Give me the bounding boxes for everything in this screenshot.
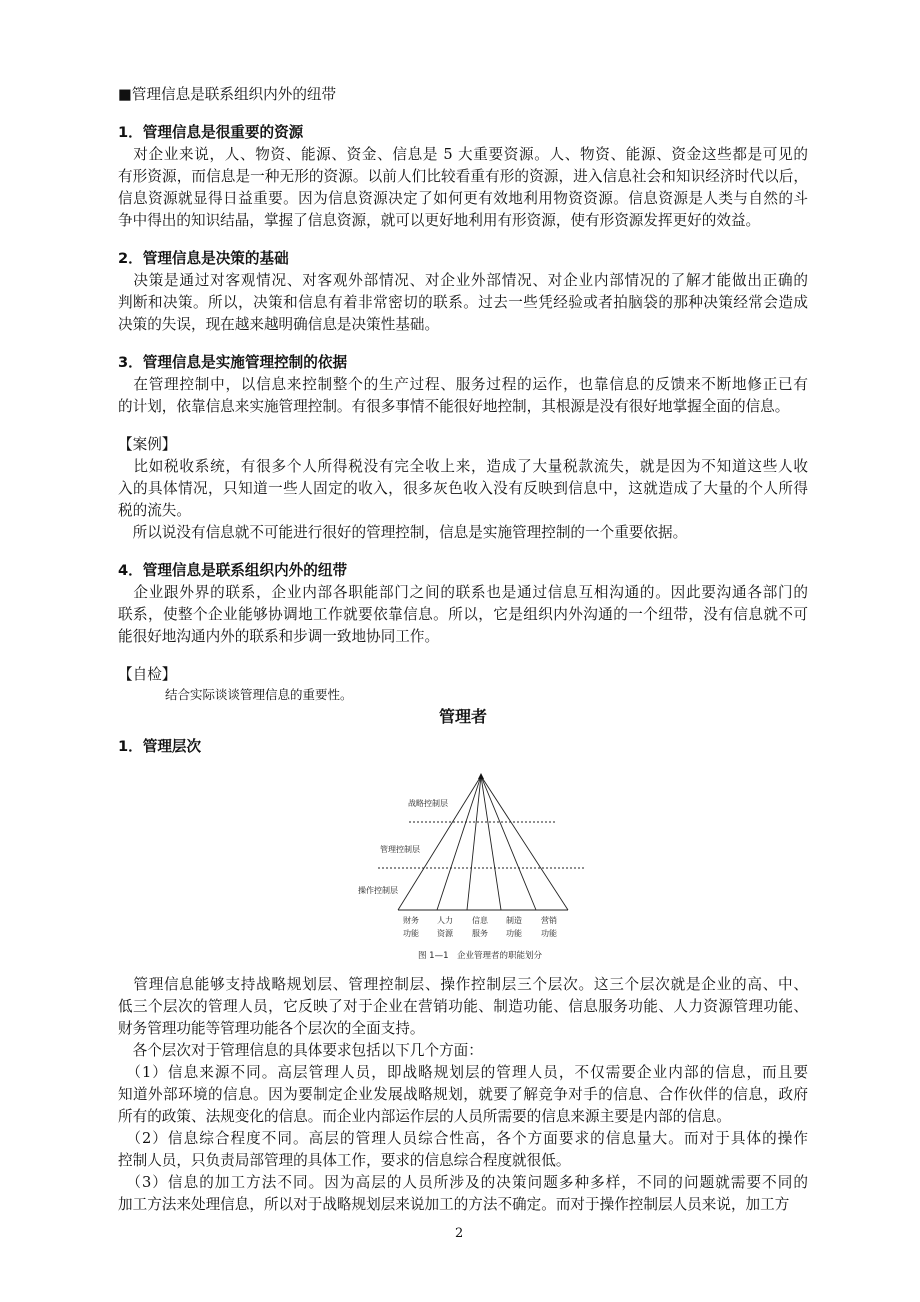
paragraph-line: 争中得出的知识结晶，掌握了信息资源，就可以更好地利用有形资源，使有形资源发挥更好的效益。 [118, 212, 761, 229]
requirements-intro: 各个层次对于管理信息的具体要求包括以下几个方面： [118, 1042, 483, 1059]
paragraph-line: 对企业来说，人、物资、能源、资金、信息是 5 大重要资源。人、物资、能源、资金这些都是可见的 [118, 146, 808, 163]
paragraph-line: 税的流失。 [118, 502, 191, 519]
function-label: 服务 [472, 929, 488, 938]
paragraph-line: 所有的政策、法规变化的信息。而企业内部运作层的人员所需要的信息来源主要是内部的信息。 [118, 1108, 731, 1125]
chapter-title: 管理者 [438, 707, 487, 726]
paragraph-line: 联系，使整个企业能够协调地工作就要依靠信息。所以，它是组织内外沟通的一个纽带，没有信息就不可 [118, 606, 808, 623]
level-label: 操作控制层 [358, 886, 398, 895]
function-label: 功能 [506, 929, 522, 938]
document-page [118, 84, 808, 1216]
paragraph-line: 控制人员，只负责局部管理的具体工作，要求的信息综合程度就很低。 [118, 1152, 571, 1169]
selfcheck-label: 【自检】 [118, 666, 177, 683]
paragraph-line: 判断和决策。所以，决策和信息有着非常密切的联系。过去一些凭经验或者拍脑袋的那种决策经常会造成 [118, 294, 808, 311]
paragraph-line: 有形资源，而信息是一种无形的资源。以前人们比较看重有形的资源，进入信息社会和知识经济时代以后， [118, 168, 808, 185]
paragraph-line: 财务管理功能等管理功能各个层次的全面支持。 [118, 1020, 425, 1037]
paragraph-line: （1）信息来源不同。高层管理人员，即战略规划层的管理人员，不仅需要企业内部的信息，而且要 [118, 1064, 808, 1081]
paragraph-line: 企业跟外界的联系，企业内部各职能部门之间的联系也是通过信息互相沟通的。因此要沟通各部门的 [118, 584, 808, 601]
page-number: 2 [455, 1226, 464, 1241]
level-label: 战略控制层 [408, 799, 448, 808]
paragraph-line: 的计划，依靠信息来实施管理控制。有很多事情不能很好地控制，其根源是没有很好地掌握全面的信息。 [118, 398, 790, 415]
paragraph-line: 低三个层次的管理人员，它反映了对于企业在营销功能、制造功能、信息服务功能、人力资源管理功能、 [118, 998, 808, 1015]
paragraph-line: （3）信息的加工方法不同。因为高层的人员所涉及的决策问题多种多样，不同的问题就需要不同的 [118, 1174, 808, 1191]
sub-heading: 1．管理层次 [118, 738, 202, 755]
paragraph-line: 入的具体情况，只知道一些人固定的收入，很多灰色收入没有反映到信息中，这就造成了大量的个人所得 [118, 480, 808, 497]
function-label: 财务 [403, 916, 419, 925]
paragraph-line: 决策是通过对客观情况、对客观外部情况、对企业外部情况、对企业内部情况的了解才能做出正确的 [118, 272, 808, 289]
paragraph-line: 加工方法来处理信息，所以对于战略规划层来说加工的方法不确定。而对于操作控制层人员来说，加工方 [118, 1196, 790, 1213]
paragraph-line: 在管理控制中，以信息来控制整个的生产过程、服务过程的运作，也靠信息的反馈来不断地修正已有 [118, 376, 808, 393]
section-heading: 2．管理信息是决策的基础 [118, 250, 289, 267]
figure-caption: 图 1—1 企业管理者的职能划分 [417, 951, 543, 961]
paragraph-line: 决策的失误，现在越来越明确信息是决策性基础。 [118, 316, 440, 333]
paragraph-line: （2）信息综合程度不同。高层的管理人员综合性高，各个方面要求的信息量大。而对于具体的操作 [118, 1130, 808, 1147]
function-label: 信息 [472, 916, 488, 925]
top-heading: ■管理信息是联系组织内外的纽带 [118, 86, 337, 103]
case-label: 【案例】 [118, 436, 177, 453]
section-heading: 3．管理信息是实施管理控制的依据 [118, 354, 348, 371]
function-label: 资源 [437, 929, 453, 938]
level-label: 管理控制层 [380, 845, 420, 854]
paragraph-line: 知道外部环境的信息。因为要制定企业发展战略规划，就要了解竞争对手的信息、合作伙伴的信息，政府 [118, 1086, 808, 1103]
paragraph-line: 比如税收系统，有很多个人所得税没有完全收上来，造成了大量税款流失，就是因为不知道这些人收 [118, 458, 808, 475]
paragraph-line: 信息资源就显得日益重要。因为信息资源决定了如何更有效地利用物资资源。信息资源是人类与自然的斗 [118, 190, 808, 207]
function-label: 营销 [541, 916, 557, 925]
paragraph-line: 能很好地沟通内外的联系和步调一致地协同工作。 [118, 628, 440, 645]
function-label: 人力 [437, 916, 453, 925]
section-heading: 1．管理信息是很重要的资源 [118, 124, 304, 141]
section-heading: 4．管理信息是联系组织内外的纽带 [118, 562, 348, 579]
case-conclusion: 所以说没有信息就不可能进行很好的管理控制，信息是实施管理控制的一个重要依据。 [118, 524, 688, 541]
paragraph-line: 管理信息能够支持战略规划层、管理控制层、操作控制层三个层次。这三个层次就是企业的高、中、 [118, 976, 808, 993]
selfcheck-text: 结合实际谈谈管理信息的重要性。 [165, 687, 353, 702]
function-label: 功能 [403, 929, 419, 938]
function-label: 制造 [506, 916, 522, 925]
function-label: 功能 [541, 929, 557, 938]
